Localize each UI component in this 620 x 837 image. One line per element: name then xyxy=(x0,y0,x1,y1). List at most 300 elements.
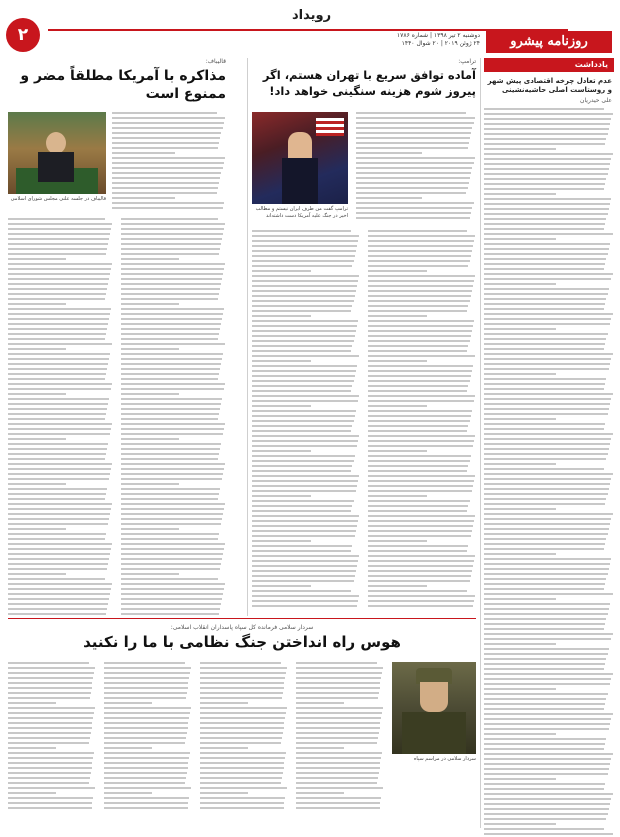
text-line xyxy=(200,737,282,739)
text-line xyxy=(252,245,357,247)
text-line xyxy=(200,797,285,799)
text-line xyxy=(112,137,220,139)
text-line xyxy=(356,207,472,209)
text-line xyxy=(8,393,66,395)
text-line xyxy=(8,413,106,415)
text-line xyxy=(356,157,475,159)
text-line xyxy=(121,563,221,565)
text-line xyxy=(121,308,224,310)
text-line xyxy=(8,513,110,515)
text-line xyxy=(368,450,427,452)
text-line xyxy=(368,455,471,457)
text-line xyxy=(252,590,351,592)
text-line xyxy=(296,712,382,714)
text-line xyxy=(484,358,611,360)
text-line xyxy=(8,298,105,300)
text-line xyxy=(121,458,218,460)
text-line xyxy=(200,662,281,664)
text-line xyxy=(104,777,186,779)
text-line xyxy=(252,435,359,437)
text-line xyxy=(121,343,225,345)
text-line xyxy=(484,538,606,540)
text-line xyxy=(368,585,427,587)
text-line xyxy=(8,458,105,460)
text-line xyxy=(121,368,220,370)
text-line xyxy=(8,727,92,729)
text-line xyxy=(252,445,357,447)
military-uniform xyxy=(402,712,466,754)
text-line xyxy=(252,520,358,522)
text-line xyxy=(252,580,354,582)
text-line xyxy=(368,365,473,367)
trump-photo xyxy=(252,112,348,204)
text-line xyxy=(104,772,187,774)
qalibaf-story-kicker: قالیباف: xyxy=(205,58,226,65)
text-line xyxy=(484,563,610,565)
text-line xyxy=(8,747,56,749)
person-head xyxy=(46,132,66,154)
text-line xyxy=(121,548,224,550)
text-line xyxy=(368,245,473,247)
text-line xyxy=(8,258,66,260)
text-line xyxy=(484,513,613,515)
text-line xyxy=(104,807,188,809)
text-line xyxy=(8,253,106,255)
text-line xyxy=(368,470,467,472)
text-line xyxy=(121,588,224,590)
text-line xyxy=(8,383,112,385)
text-line xyxy=(8,273,110,275)
text-line xyxy=(484,663,605,665)
text-line xyxy=(484,503,605,505)
text-line xyxy=(368,340,470,342)
text-line xyxy=(368,230,467,232)
text-line xyxy=(8,752,94,754)
text-line xyxy=(252,530,356,532)
text-line xyxy=(368,420,470,422)
text-line xyxy=(200,762,284,764)
text-line xyxy=(484,338,606,340)
text-line xyxy=(121,298,218,300)
text-line xyxy=(8,238,109,240)
text-line xyxy=(368,250,472,252)
text-line xyxy=(356,177,470,179)
text-line xyxy=(252,300,354,302)
text-line xyxy=(296,702,344,704)
text-line xyxy=(252,260,354,262)
text-line xyxy=(112,157,225,159)
text-line xyxy=(356,167,472,169)
text-line xyxy=(484,683,610,685)
text-line xyxy=(121,408,220,410)
text-line xyxy=(252,605,357,607)
text-line xyxy=(356,127,472,129)
text-line xyxy=(484,208,609,210)
text-line xyxy=(252,475,359,477)
text-line xyxy=(104,717,189,719)
text-line xyxy=(104,692,187,694)
text-line xyxy=(484,483,610,485)
qalibaf-story-headline: مذاکره با آمریکا مطلقاً مضر و ممنوع است xyxy=(20,68,226,102)
text-line xyxy=(484,548,604,550)
text-line xyxy=(484,808,609,810)
text-line xyxy=(368,605,473,607)
text-line xyxy=(8,283,108,285)
text-line xyxy=(252,340,354,342)
text-line xyxy=(8,478,109,480)
text-line xyxy=(252,415,355,417)
text-line xyxy=(8,388,111,390)
text-line xyxy=(484,398,611,400)
text-line xyxy=(484,263,605,265)
text-line xyxy=(121,438,179,440)
text-line xyxy=(368,315,427,317)
text-line xyxy=(252,360,311,362)
opinion-column-heading: یادداشت xyxy=(484,58,614,72)
text-line xyxy=(368,400,474,402)
text-line xyxy=(8,702,56,704)
text-line xyxy=(252,240,358,242)
salami-story-kicker: سردار سلامی فرمانده کل سپاه پاسداران انقلاب اسلامی: xyxy=(170,624,314,631)
trump-photo-caption: ترامپ گفت من طرف ایران نیستم و مطالب اخیر در جنگ علیه آمریکا دست داشته‌اند xyxy=(255,206,348,219)
text-line xyxy=(484,218,606,220)
text-line xyxy=(8,722,92,724)
text-line xyxy=(484,713,613,715)
text-line xyxy=(368,325,473,327)
text-line xyxy=(484,348,604,350)
text-line xyxy=(252,290,356,292)
text-line xyxy=(484,818,606,820)
text-line xyxy=(104,792,152,794)
text-line xyxy=(484,178,606,180)
text-line xyxy=(368,235,475,237)
text-line xyxy=(484,333,608,335)
text-line xyxy=(8,533,106,535)
text-line xyxy=(356,192,466,194)
salami-photo-caption: سردار سلامی در مراسم سپاه xyxy=(413,756,476,762)
text-line xyxy=(8,483,66,485)
text-line xyxy=(368,290,472,292)
text-line xyxy=(484,318,611,320)
text-line xyxy=(8,328,107,330)
text-line xyxy=(8,583,112,585)
text-line xyxy=(368,410,472,412)
text-line xyxy=(8,757,93,759)
text-line xyxy=(8,418,105,420)
text-line xyxy=(121,238,222,240)
text-line xyxy=(8,473,110,475)
text-line xyxy=(484,688,556,690)
text-line xyxy=(200,807,284,809)
text-line xyxy=(104,687,188,689)
person-face xyxy=(420,682,448,712)
text-line xyxy=(252,280,358,282)
text-line xyxy=(252,255,355,257)
text-line xyxy=(296,767,380,769)
page-number-badge: ۲ xyxy=(6,18,40,52)
text-line xyxy=(484,128,609,130)
text-line xyxy=(296,677,381,679)
text-line xyxy=(484,593,613,595)
text-line xyxy=(121,338,218,340)
text-line xyxy=(200,787,287,789)
text-line xyxy=(484,678,611,680)
text-line xyxy=(200,727,284,729)
text-line xyxy=(104,712,190,714)
qalibaf-story-body-top xyxy=(112,112,226,212)
text-line xyxy=(356,197,422,199)
dateline xyxy=(397,32,480,48)
text-line xyxy=(356,202,474,204)
text-line xyxy=(484,428,604,430)
text-line xyxy=(8,278,109,280)
text-line xyxy=(484,443,610,445)
text-line xyxy=(484,793,613,795)
text-line xyxy=(121,528,179,530)
text-line xyxy=(252,275,359,277)
text-line xyxy=(200,742,281,744)
text-line xyxy=(484,473,613,475)
text-line xyxy=(484,298,606,300)
qalibaf-story-body-col1 xyxy=(121,218,226,618)
text-line xyxy=(104,682,188,684)
text-line xyxy=(484,718,611,720)
person-suit xyxy=(282,158,318,204)
text-line xyxy=(484,803,610,805)
text-line xyxy=(112,167,223,169)
salami-story-body xyxy=(8,662,384,812)
text-line xyxy=(8,378,105,380)
text-line xyxy=(200,672,286,674)
text-line xyxy=(112,127,223,129)
qalibaf-story-body xyxy=(8,218,226,618)
text-line xyxy=(252,310,351,312)
text-line xyxy=(484,733,556,735)
text-line xyxy=(8,662,89,664)
text-line xyxy=(484,138,606,140)
dateline-secondary: ۲۴ ژوئن ۲۰۱۹ | ۲۰ شوال ۱۴۴۰ xyxy=(401,40,480,47)
text-line xyxy=(484,388,604,390)
text-line xyxy=(484,783,605,785)
text-line xyxy=(121,523,221,525)
text-line xyxy=(484,343,605,345)
column-divider xyxy=(480,58,481,828)
text-line xyxy=(484,623,605,625)
text-line xyxy=(8,777,90,779)
text-line xyxy=(356,152,422,154)
text-line xyxy=(484,598,556,600)
text-line xyxy=(484,303,605,305)
text-line xyxy=(484,288,609,290)
text-line xyxy=(8,223,112,225)
text-line xyxy=(121,508,224,510)
qalibaf-story xyxy=(8,58,226,618)
text-line xyxy=(8,573,66,575)
masthead xyxy=(0,0,620,55)
text-line xyxy=(121,263,225,265)
text-line xyxy=(200,682,284,684)
text-line xyxy=(8,333,106,335)
text-line xyxy=(200,677,285,679)
text-line xyxy=(8,737,90,739)
text-line xyxy=(296,732,379,734)
newspaper-logo: روزنامه پیشرو xyxy=(486,31,612,53)
trump-story-kicker: ترامپ: xyxy=(458,58,476,65)
text-line xyxy=(252,420,354,422)
text-line xyxy=(252,380,354,382)
text-line xyxy=(484,583,605,585)
text-line xyxy=(8,288,107,290)
text-line xyxy=(296,682,380,684)
text-line xyxy=(368,355,475,357)
text-line xyxy=(356,212,471,214)
text-line xyxy=(200,772,283,774)
text-line xyxy=(484,143,605,145)
text-line xyxy=(368,505,468,507)
text-line xyxy=(252,410,356,412)
text-line xyxy=(8,772,91,774)
text-line xyxy=(484,423,605,425)
text-line xyxy=(112,187,218,189)
text-line xyxy=(252,450,311,452)
text-line xyxy=(8,792,56,794)
text-line xyxy=(484,628,604,630)
text-line xyxy=(368,320,474,322)
text-line xyxy=(104,722,188,724)
text-line xyxy=(296,687,380,689)
text-line xyxy=(368,300,470,302)
text-line xyxy=(8,523,108,525)
text-line xyxy=(121,543,225,545)
text-line xyxy=(484,508,556,510)
text-line xyxy=(484,373,556,375)
text-line xyxy=(8,682,92,684)
text-line xyxy=(8,692,91,694)
text-line xyxy=(484,308,604,310)
text-line xyxy=(252,515,359,517)
text-line xyxy=(8,543,112,545)
text-line xyxy=(484,433,613,435)
text-line xyxy=(121,468,224,470)
text-line xyxy=(356,137,470,139)
text-line xyxy=(8,363,108,365)
text-line xyxy=(296,782,377,784)
text-line xyxy=(252,525,357,527)
text-line xyxy=(484,523,610,525)
text-line xyxy=(8,528,66,530)
text-line xyxy=(368,335,471,337)
text-line xyxy=(368,345,468,347)
text-line xyxy=(484,408,609,410)
text-line xyxy=(121,568,220,570)
text-line xyxy=(252,490,356,492)
text-line xyxy=(484,708,604,710)
text-line xyxy=(296,717,381,719)
text-line xyxy=(368,555,475,557)
text-line xyxy=(484,243,610,245)
text-line xyxy=(252,270,311,272)
text-line xyxy=(8,767,92,769)
text-line xyxy=(121,553,223,555)
text-line xyxy=(121,248,220,250)
text-line xyxy=(484,578,606,580)
text-line xyxy=(484,603,610,605)
text-line xyxy=(296,742,377,744)
text-line xyxy=(484,463,556,465)
text-line xyxy=(8,807,92,809)
text-line xyxy=(8,293,106,295)
text-line xyxy=(8,323,108,325)
section-title: رویداد xyxy=(292,8,332,23)
text-line xyxy=(484,403,610,405)
text-line xyxy=(8,707,95,709)
text-line xyxy=(200,722,284,724)
text-line xyxy=(104,707,191,709)
trump-story-body-col2 xyxy=(252,230,360,610)
text-line xyxy=(252,540,311,542)
text-line xyxy=(368,460,470,462)
text-line xyxy=(200,747,248,749)
text-line xyxy=(8,563,108,565)
text-line xyxy=(484,568,609,570)
text-line xyxy=(104,762,188,764)
text-line xyxy=(296,737,378,739)
text-line xyxy=(104,672,190,674)
text-line xyxy=(484,118,611,120)
text-line xyxy=(368,280,474,282)
text-line xyxy=(296,752,382,754)
text-line xyxy=(484,703,605,705)
text-line xyxy=(368,375,471,377)
text-line xyxy=(252,335,355,337)
text-line xyxy=(368,550,467,552)
text-line xyxy=(368,370,472,372)
text-line xyxy=(484,643,556,645)
text-line xyxy=(121,253,219,255)
text-line xyxy=(252,305,352,307)
text-line xyxy=(368,595,475,597)
text-line xyxy=(368,440,474,442)
text-line xyxy=(104,782,185,784)
text-line xyxy=(252,565,357,567)
text-line xyxy=(368,535,471,537)
text-line xyxy=(368,560,474,562)
text-line xyxy=(8,403,108,405)
text-line xyxy=(484,123,610,125)
text-line xyxy=(484,488,609,490)
text-line xyxy=(112,142,219,144)
text-line xyxy=(8,348,66,350)
text-line xyxy=(8,308,111,310)
text-line xyxy=(8,453,106,455)
text-line xyxy=(200,767,284,769)
text-line xyxy=(121,293,219,295)
text-line xyxy=(296,777,378,779)
text-line xyxy=(252,375,355,377)
text-line xyxy=(296,797,381,799)
text-line xyxy=(121,268,224,270)
text-line xyxy=(368,260,470,262)
text-line xyxy=(484,108,604,110)
text-line xyxy=(8,218,105,220)
text-line xyxy=(121,273,223,275)
text-line xyxy=(200,777,282,779)
text-line xyxy=(121,218,218,220)
text-line xyxy=(484,168,609,170)
text-line xyxy=(484,413,608,415)
text-line xyxy=(484,673,613,675)
text-line xyxy=(8,762,92,764)
